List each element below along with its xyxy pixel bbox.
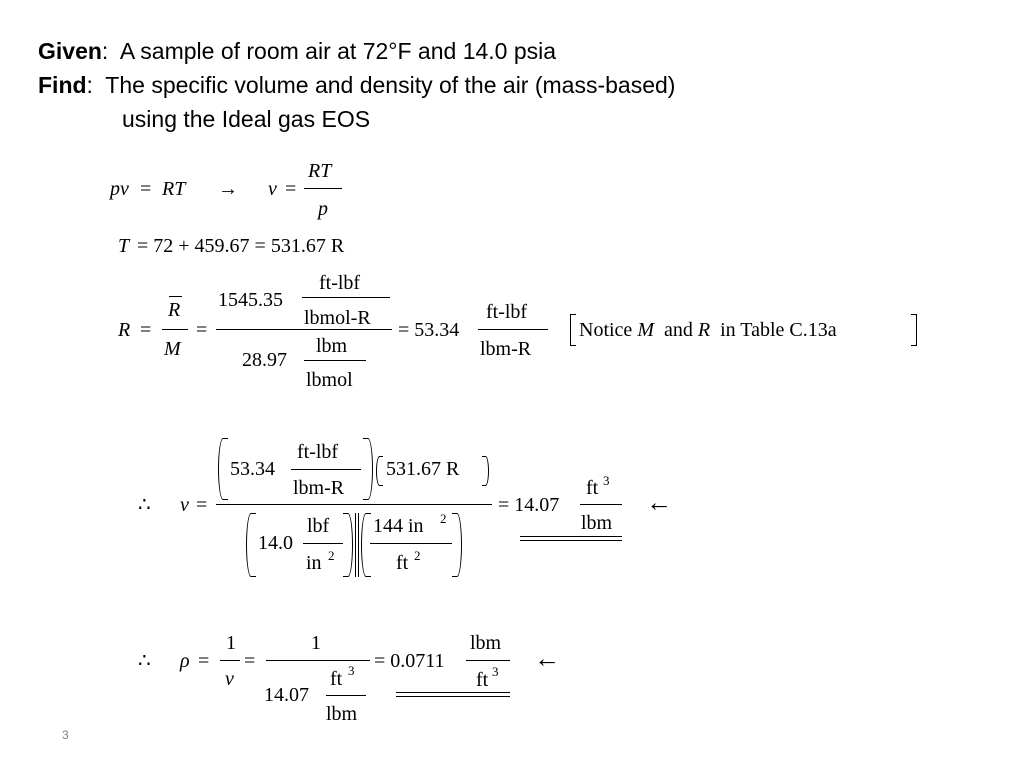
eq5-therefore: ∴: [138, 650, 151, 672]
eq5-rho: ρ: [180, 650, 190, 672]
eq3-den-unit-top: lbm: [316, 335, 348, 357]
eq5-result: = 0.0711: [374, 650, 445, 672]
note-pre: [579, 319, 837, 341]
eq1-fraction-bar: [304, 188, 342, 189]
eq4-main-fraction-bar: [216, 504, 492, 505]
note-left-bracket: [570, 314, 576, 346]
eq5-double-underline-2: [396, 696, 510, 697]
find-line-2: using the Ideal gas EOS: [122, 106, 371, 132]
eq4-paren-b-right: [482, 456, 489, 486]
eq5-fraction-bar-1: [220, 660, 240, 661]
note-and: and: [653, 319, 698, 341]
eq4-a-unit-bottom: lbm-R: [293, 477, 345, 499]
eq4-answer-arrow: ←: [646, 488, 672, 517]
eq4-result-unit-top: ft: [586, 477, 599, 499]
eq4-a: 53.34: [230, 458, 275, 480]
page-number: 3: [62, 728, 69, 742]
eq3-result: = 53.34: [398, 319, 460, 341]
eq5-result-unit-exp: 3: [492, 664, 499, 679]
eq1-rt: RT: [162, 178, 186, 200]
eq5-den-unit-top: ft: [330, 668, 343, 690]
eq5-equals-2: =: [244, 650, 256, 672]
eq5-equals: =: [198, 650, 210, 672]
eq1-pv: pv: [110, 178, 129, 200]
eq4-d-bar: [370, 543, 452, 544]
eq4-a-unit-top: ft-lbf: [297, 441, 339, 463]
eq3-num-value: 1545.35: [218, 289, 283, 311]
find-label: Find: [38, 72, 87, 98]
eq5-double-underline-1: [396, 692, 510, 693]
eq3-equals: =: [140, 319, 152, 341]
eq4-paren-c-right: [343, 513, 353, 577]
eq2-T: T: [118, 235, 130, 257]
eq4-c-unit-top: lbf: [307, 515, 330, 537]
eq5-den-value: 14.07: [264, 684, 309, 706]
eq3-den-value: 28.97: [242, 349, 287, 371]
eq1-equals: =: [140, 178, 152, 200]
eq4-result-unit-bottom: lbm: [581, 512, 613, 534]
eq4-result-unit-exp: 3: [603, 473, 610, 488]
eq3-R: R: [118, 319, 131, 341]
eq4-d-top: 144 in: [373, 515, 424, 537]
eq3-den-unit-bar: [304, 360, 366, 361]
eq4-double-underline-2: [520, 540, 622, 541]
given-line: [38, 38, 556, 64]
eq4-paren-a-left: [218, 438, 228, 500]
eq5-one-2: 1: [311, 632, 321, 654]
eq4-result-unit-bar: [580, 504, 622, 505]
find-text: The specific volume and density of the air (mass-based): [92, 72, 676, 98]
eq5-result-unit-bar: [466, 660, 510, 661]
eq1-arrow: →: [218, 178, 238, 200]
eq5-den-unit-exp: 3: [348, 663, 355, 678]
eq5-result-unit-top: lbm: [470, 632, 502, 654]
note-right-bracket: [911, 314, 917, 346]
eq4-paren-b-left: [376, 456, 383, 486]
eq3-result-unit-top: ft-lbf: [486, 301, 528, 323]
eq3-den-unit-bottom: lbmol: [306, 369, 353, 391]
note-R: R: [697, 319, 711, 341]
eq1-num: RT: [308, 160, 332, 182]
given-colon: :: [101, 38, 109, 64]
eq4-d-top-exp: 2: [440, 511, 447, 526]
eq4-c-unit-exp: 2: [328, 548, 335, 563]
eq3-rbar: R: [168, 299, 181, 321]
eq5-v: v: [225, 668, 234, 690]
eq4-therefore: ∴: [138, 494, 151, 516]
eq3-num-unit-top: ft-lbf: [319, 272, 361, 294]
note-M: M: [637, 319, 654, 341]
eq4-result: = 14.07: [498, 494, 560, 516]
given-text: A sample of room air at 72°F and 14.0 psia: [108, 38, 557, 64]
given-label: Given: [38, 38, 102, 64]
eq1-equals-2: =: [285, 178, 297, 200]
eq5-result-unit-bottom: ft: [476, 669, 489, 691]
note-post: in Table C.13a: [710, 319, 837, 341]
eq4-equals: =: [196, 494, 208, 516]
eq3-fraction-bar-1: [162, 329, 188, 330]
eq5-answer-arrow: ←: [534, 644, 560, 673]
eq4-divider-1: [355, 513, 356, 577]
eq3-num-unit-bottom: lbmol-R: [304, 307, 371, 329]
eq4-paren-c-left: [246, 513, 256, 577]
eq4-paren-d-left: [361, 513, 371, 577]
find-line: [38, 72, 675, 98]
eq4-d-bottom: ft: [396, 552, 409, 574]
eq4-divider-2: [358, 513, 359, 577]
eq4-c-unit-bottom: in: [306, 552, 322, 574]
eq4-double-underline-1: [520, 536, 622, 537]
find-colon: :: [86, 72, 93, 98]
eq4-c-unit-bar: [303, 543, 343, 544]
eq5-den-unit-bottom: lbm: [326, 703, 358, 725]
eq5-den-unit-bar: [326, 695, 366, 696]
eq4-paren-a-right: [363, 438, 373, 500]
eq5-main-fraction-bar: [266, 660, 370, 661]
eq3-result-unit-bar: [478, 329, 548, 330]
eq4-c: 14.0: [258, 532, 293, 554]
eq4-d-bottom-exp: 2: [414, 548, 421, 563]
eq3-result-unit-bottom: lbm-R: [480, 338, 532, 360]
eq1-den: p: [318, 198, 328, 220]
eq2-rest: = 72 + 459.67 = 531.67 R: [132, 235, 345, 257]
eq4-v: v: [180, 494, 189, 516]
eq4-a-unit-bar: [291, 469, 361, 470]
note-pre-text: Notice: [579, 319, 638, 341]
eq3-M: M: [164, 338, 181, 360]
eq3-main-fraction-bar: [216, 329, 392, 330]
eq4-paren-d-right: [452, 513, 462, 577]
eq5-one: 1: [226, 632, 236, 654]
eq4-b: 531.67 R: [386, 458, 460, 480]
eq3-rbar-overline: [169, 296, 182, 297]
eq3-equals-2: =: [196, 319, 208, 341]
eq1-v: v: [268, 178, 277, 200]
eq3-num-unit-bar: [302, 297, 390, 298]
